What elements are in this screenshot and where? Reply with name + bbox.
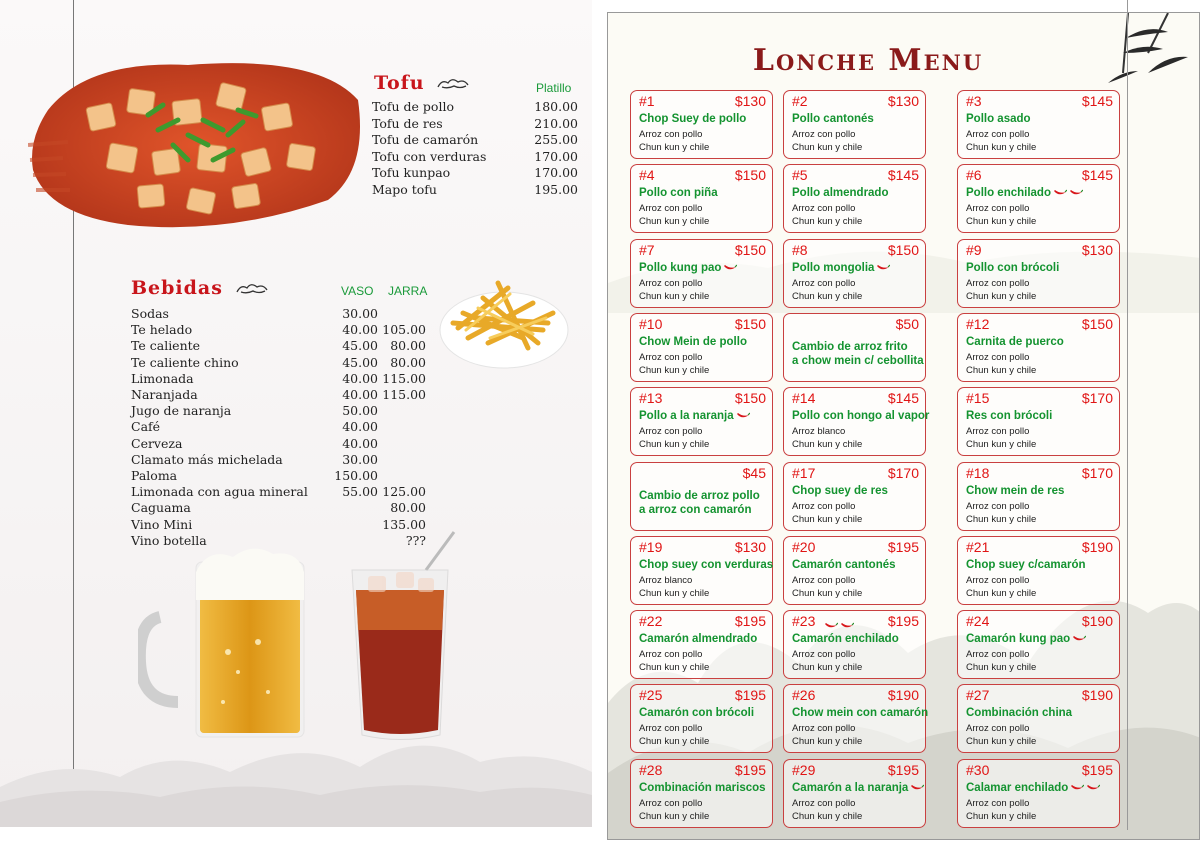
cloud-ornament-icon: [235, 282, 269, 296]
card-dish-text: Camarón a la naranja: [792, 781, 909, 794]
bebida-item-name: Clamato más michelada: [131, 451, 283, 467]
card-side-rice: Arroz con pollo: [966, 426, 1030, 438]
card-side-extra: Chun kun y chile: [966, 364, 1037, 376]
card-price: $45: [742, 464, 766, 481]
tofu-item-price: 195.00: [534, 181, 578, 197]
bebida-vaso-price: 40.00: [342, 419, 378, 435]
card-side-rice: Arroz con pollo: [966, 797, 1030, 809]
card-price: $195: [887, 761, 919, 778]
chili-pepper-icon: [1072, 635, 1086, 643]
card-side-extra: Chun kun y chile: [966, 810, 1037, 822]
card-dish-text: Pollo a la naranja: [639, 410, 734, 423]
card-dish-name: [966, 262, 1059, 274]
bebidas-section-title: [131, 277, 269, 299]
tofu-item-name: Tofu con verduras: [372, 148, 487, 164]
card-dish-text: Pollo kung pao: [639, 261, 722, 274]
card-dish-text: Combinación mariscos: [639, 781, 766, 794]
tofu-dish-photo: [28, 50, 368, 235]
card-side-rice: Arroz con pollo: [792, 277, 856, 289]
bebida-item-name: Te caliente chino: [131, 354, 239, 370]
card-side-extra: Chun kun y chile: [639, 364, 710, 376]
card-price: $150: [887, 241, 919, 258]
menu-card[interactable]: [957, 387, 1120, 456]
card-dish-text: Res con brócoli: [966, 410, 1053, 423]
menu-card[interactable]: [630, 759, 773, 828]
menu-card[interactable]: [630, 164, 773, 233]
fries-plate-photo: [438, 268, 570, 372]
chili-pepper-icon: [1086, 784, 1100, 792]
card-dish-name: [966, 113, 1031, 125]
card-dish-name: [792, 707, 928, 719]
menu-card[interactable]: [783, 90, 926, 159]
card-side-extra: Chun kun y chile: [966, 142, 1037, 153]
bebida-jarra-price: 135.00: [382, 516, 426, 532]
card-dish-name: [639, 707, 754, 719]
card-side-rice: Arroz con pollo: [792, 723, 856, 735]
card-dish-text: Pollo con hongo al vapor: [792, 410, 930, 423]
card-dish-name: [639, 782, 766, 794]
card-side-extra: Chun kun y chile: [966, 513, 1037, 525]
card-dish-text: Chop suey de res: [792, 484, 888, 497]
card-price: $145: [887, 167, 919, 184]
card-price: $195: [734, 613, 766, 630]
menu-card[interactable]: [957, 610, 1120, 679]
bebida-item-name: Vino Mini: [131, 516, 193, 532]
menu-card[interactable]: [783, 684, 929, 753]
card-dish-name: [966, 485, 1064, 497]
menu-card[interactable]: [630, 387, 773, 456]
bebida-jarra-price: 115.00: [382, 370, 426, 386]
card-number: #22: [639, 613, 663, 630]
card-number: #9: [966, 241, 982, 258]
card-price: $145: [1081, 167, 1113, 184]
card-dish-name: [966, 782, 1100, 794]
card-side-extra: Chun kun y chile: [966, 587, 1037, 599]
card-dish-name: [639, 336, 747, 348]
menu-card[interactable]: [957, 90, 1120, 159]
card-side-rice: Arroz con pollo: [792, 574, 856, 586]
card-number: #23: [792, 613, 816, 630]
cloud-ornament-icon: [436, 77, 470, 91]
tofu-title-text: Tofu: [374, 72, 425, 94]
card-dish-name: [792, 559, 896, 571]
card-number: #24: [966, 613, 990, 630]
menu-card[interactable]: [957, 759, 1120, 828]
card-dish-name: [792, 485, 888, 497]
card-number: #30: [966, 761, 990, 778]
card-dish-name: [966, 187, 1083, 199]
card-number: #6: [966, 167, 982, 184]
card-number: #13: [639, 390, 663, 407]
card-dish-text: Camarón enchilado: [792, 633, 899, 646]
card-number: #27: [966, 687, 990, 704]
card-side-extra: Chun kun y chile: [639, 142, 710, 153]
tofu-item-name: Tofu de res: [372, 115, 443, 131]
card-price: $190: [1081, 613, 1113, 630]
card-price: $195: [887, 613, 919, 630]
bebida-vaso-price: 30.00: [342, 451, 378, 467]
bebida-item-name: Te helado: [131, 322, 193, 338]
bebida-vaso-price: 40.00: [342, 322, 378, 338]
card-price: $195: [1081, 761, 1113, 778]
tofu-item-name: Tofu kunpao: [372, 165, 451, 180]
card-dish-text: Chow mein con camarón: [792, 707, 929, 720]
card-dish-text: Chop suey con verduras: [639, 558, 774, 571]
bebida-item-name: Limonada: [131, 370, 194, 386]
bebida-jarra-price: 105.00: [382, 322, 426, 338]
card-side-extra: Chun kun y chile: [639, 439, 710, 451]
card-number: #3: [966, 93, 982, 109]
card-side-extra: Chun kun y chile: [966, 216, 1037, 228]
tofu-item-price: 170.00: [534, 148, 578, 164]
card-side-extra: Chun kun y chile: [792, 290, 863, 302]
card-number: #14: [792, 390, 816, 407]
card-number: #18: [966, 464, 990, 481]
card-side-rice: Arroz blanco: [639, 574, 693, 586]
card-dish-text: Pollo asado: [966, 113, 1031, 125]
tofu-section-title: [374, 72, 470, 94]
card-number: #7: [639, 241, 655, 258]
card-dish-name: [639, 489, 760, 517]
card-dish-text: Pollo mongolia: [792, 261, 875, 274]
bebida-item-name: Vino botella: [131, 532, 207, 548]
menu-card[interactable]: [630, 684, 773, 753]
card-dish-text: Pollo enchilado: [966, 187, 1051, 200]
card-dish-name: [966, 336, 1064, 348]
card-dish-text: Carnita de puerco: [966, 335, 1064, 348]
card-number: #25: [639, 687, 663, 704]
card-price: $50: [895, 315, 919, 332]
card-side-rice: Arroz con pollo: [639, 129, 703, 140]
card-dish-name: [639, 113, 746, 125]
chili-pepper-icon: [736, 412, 750, 420]
chili-pepper-icon: [910, 784, 924, 792]
card-dish-name: [792, 340, 924, 368]
menu-card[interactable]: [957, 536, 1120, 605]
card-side-extra: Chun kun y chile: [792, 810, 863, 822]
card-side-rice: Arroz con pollo: [966, 649, 1030, 661]
card-number: #5: [792, 167, 808, 184]
card-dish-name: [792, 113, 874, 125]
card-dish-name: [639, 633, 757, 645]
menu-card[interactable]: [783, 164, 926, 233]
card-dish-name: [792, 262, 890, 274]
menu-card[interactable]: [783, 239, 926, 308]
tofu-column-label: Platillo: [536, 81, 572, 95]
card-dish-text: Chow Mein de pollo: [639, 335, 747, 348]
tofu-item-price: 180.00: [534, 99, 578, 114]
card-side-extra: Chun kun y chile: [639, 662, 710, 674]
bebida-vaso-price: 40.00: [342, 387, 378, 402]
tofu-item-name: Tofu de camarón: [372, 132, 479, 147]
card-side-extra: Chun kun y chile: [639, 810, 710, 822]
card-dish-line2: a chow mein c/ cebollita: [792, 354, 924, 367]
left-page: [0, 0, 592, 827]
bebida-item-name: Paloma: [131, 468, 178, 483]
bebida-vaso-price: 40.00: [342, 435, 378, 451]
card-price: $195: [887, 538, 919, 555]
card-price: $170: [1081, 390, 1113, 407]
menu-card[interactable]: [957, 684, 1120, 753]
card-dish-name: [792, 633, 899, 645]
card-dish-text: Camarón kung pao: [966, 633, 1071, 646]
card-dish-name: [639, 262, 737, 274]
card-dish-name: [966, 410, 1052, 422]
card-number: #17: [792, 464, 816, 481]
menu-card[interactable]: [783, 462, 926, 531]
card-side-extra: Chun kun y chile: [966, 439, 1037, 451]
menu-card[interactable]: [957, 239, 1120, 308]
card-number: #20: [792, 538, 816, 555]
menu-card[interactable]: [630, 313, 773, 382]
iced-tea-glass-photo: [348, 530, 456, 745]
card-side-rice: Arroz con pollo: [792, 500, 856, 512]
chili-pepper-icon: [1053, 189, 1067, 197]
card-side-rice: Arroz con pollo: [792, 649, 856, 661]
card-side-extra: Chun kun y chile: [792, 662, 863, 674]
card-price: $150: [734, 390, 766, 407]
menu-card[interactable]: [783, 536, 926, 605]
card-number: #29: [792, 761, 816, 778]
bebida-jarra-price: 115.00: [382, 387, 426, 402]
card-side-rice: Arroz con pollo: [639, 426, 703, 438]
card-side-extra: Chun kun y chile: [792, 142, 863, 153]
card-side-rice: Arroz con pollo: [792, 129, 856, 140]
bebida-vaso-price: 30.00: [342, 306, 378, 321]
card-dish-line1: Cambio de arroz frito: [792, 340, 908, 353]
card-dish-line2: a arroz con camarón: [639, 503, 752, 516]
card-side-rice: Arroz con pollo: [792, 797, 856, 809]
card-price: $170: [887, 464, 919, 481]
card-dish-text: Camarón con brócoli: [639, 707, 755, 720]
tofu-item-name: Tofu de pollo: [372, 99, 454, 114]
card-side-rice: Arroz con pollo: [966, 351, 1030, 363]
right-page: [607, 12, 1200, 840]
card-price: $150: [1081, 315, 1113, 332]
bebida-vaso-price: 45.00: [342, 354, 378, 370]
beer-mug-photo: [138, 542, 308, 742]
bebida-item-name: Sodas: [131, 306, 169, 321]
bebida-vaso-price: 50.00: [342, 403, 378, 419]
chili-pepper-icon: [824, 622, 838, 630]
card-side-extra: Chun kun y chile: [966, 662, 1037, 674]
card-dish-text: Calamar enchilado: [966, 781, 1069, 794]
tofu-item-price: 210.00: [534, 115, 578, 131]
card-side-extra: Chun kun y chile: [792, 587, 863, 599]
lonche-menu-title: Lonche Menu: [752, 43, 984, 78]
card-side-extra: Chun kun y chile: [639, 736, 710, 748]
chili-pepper-icon: [876, 264, 890, 272]
card-side-extra: Chun kun y chile: [639, 587, 710, 599]
chili-pepper-icon: [1069, 189, 1083, 197]
card-number: #21: [966, 538, 990, 555]
chili-pepper-icon: [840, 622, 854, 630]
bebida-vaso-price: 45.00: [342, 338, 378, 354]
card-price: $190: [887, 687, 919, 704]
card-dish-text: Pollo con piña: [639, 187, 718, 200]
bebida-item-name: Limonada con agua mineral: [131, 484, 308, 500]
card-number: #26: [792, 687, 816, 704]
menu-card[interactable]: [957, 462, 1120, 531]
card-dish-name: [639, 187, 718, 199]
bebida-item-name: Te caliente: [131, 338, 201, 354]
card-side-rice: Arroz blanco: [792, 426, 846, 438]
jarra-column-label: JARRA: [388, 284, 428, 298]
card-dish-name: [792, 782, 924, 794]
menu-card[interactable]: [783, 759, 926, 828]
bebida-item-name: Caguama: [131, 500, 191, 516]
bebida-item-name: Jugo de naranja: [131, 403, 232, 419]
bebida-jarra-price: ???: [405, 532, 426, 548]
card-side-rice: Arroz con pollo: [639, 797, 703, 809]
bebida-item-name: Café: [131, 419, 161, 435]
card-side-extra: Chun kun y chile: [639, 290, 710, 302]
card-number: #10: [639, 315, 663, 332]
card-side-extra: Chun kun y chile: [966, 736, 1037, 748]
card-number: #12: [966, 315, 990, 332]
card-number: #2: [792, 93, 808, 109]
bebida-jarra-price: 80.00: [390, 338, 426, 354]
card-price: $130: [887, 93, 919, 109]
vaso-column-label: VASO: [341, 284, 374, 298]
card-number: #4: [639, 167, 655, 184]
card-dish-text: Pollo almendrado: [792, 187, 889, 200]
card-number: #28: [639, 761, 663, 778]
card-price: $150: [734, 167, 766, 184]
menu-card[interactable]: [783, 610, 926, 679]
card-dish-name: [792, 187, 889, 199]
bebidas-title-text: Bebidas: [131, 277, 223, 299]
card-price: $130: [1081, 241, 1113, 258]
card-side-extra: Chun kun y chile: [792, 216, 863, 228]
card-side-rice: Arroz con pollo: [966, 500, 1030, 512]
card-dish-text: Pollo cantonés: [792, 113, 874, 125]
card-dish-text: Chow mein de res: [966, 484, 1065, 497]
card-side-extra: Chun kun y chile: [639, 216, 710, 228]
card-dish-name: [639, 559, 773, 571]
bebida-jarra-price: 80.00: [390, 500, 426, 516]
menu-card[interactable]: [630, 610, 773, 679]
card-side-rice: Arroz con pollo: [639, 203, 703, 215]
card-price: $130: [734, 93, 766, 109]
card-number: #1: [639, 93, 655, 109]
card-price: $190: [1081, 687, 1113, 704]
card-dish-name: [966, 707, 1072, 719]
card-side-rice: Arroz con pollo: [639, 277, 703, 289]
tofu-item-price: 170.00: [534, 165, 578, 180]
tofu-item-name: Mapo tofu: [372, 181, 437, 197]
tofu-item-price: 255.00: [534, 132, 578, 147]
card-price: $195: [734, 761, 766, 778]
card-dish-name: [966, 633, 1086, 645]
card-dish-name: [966, 559, 1086, 571]
card-side-extra: Chun kun y chile: [792, 736, 863, 748]
card-side-rice: Arroz con pollo: [966, 723, 1030, 735]
bebida-jarra-price: 80.00: [390, 354, 426, 370]
card-price: $145: [1081, 93, 1113, 109]
card-price: $195: [734, 687, 766, 704]
bebida-item-name: Cerveza: [131, 435, 183, 451]
menu-card[interactable]: [957, 164, 1120, 233]
card-dish-text: Pollo con brócoli: [966, 261, 1060, 274]
bebida-jarra-price: 125.00: [382, 484, 426, 500]
card-side-rice: Arroz con pollo: [966, 129, 1030, 140]
card-price: $190: [1081, 538, 1113, 555]
card-side-rice: Arroz con pollo: [639, 649, 703, 661]
page-frame-line: [1127, 0, 1128, 830]
menu-card[interactable]: [783, 313, 926, 382]
card-side-extra: Chun kun y chile: [792, 513, 863, 525]
card-number: #19: [639, 538, 663, 555]
card-side-rice: Arroz con pollo: [639, 723, 703, 735]
card-price: $150: [734, 315, 766, 332]
card-side-rice: Arroz con pollo: [792, 203, 856, 215]
chili-pepper-icon: [1070, 784, 1084, 792]
menu-card[interactable]: [630, 90, 773, 159]
menu-card[interactable]: [957, 313, 1120, 382]
card-side-extra: Chun kun y chile: [966, 290, 1037, 302]
bebida-vaso-price: 150.00: [334, 468, 378, 483]
card-dish-name: [639, 410, 750, 422]
card-side-rice: Arroz con pollo: [966, 574, 1030, 586]
card-dish-line1: Cambio de arroz pollo: [639, 489, 760, 502]
card-price: $150: [734, 241, 766, 258]
card-side-rice: Arroz con pollo: [966, 277, 1030, 289]
menu-card[interactable]: [630, 239, 773, 308]
card-dish-text: Chop suey c/camarón: [966, 558, 1086, 571]
card-price: $145: [887, 390, 919, 407]
card-number: #15: [966, 390, 990, 407]
card-side-rice: Arroz con pollo: [639, 351, 703, 363]
menu-card[interactable]: [630, 536, 773, 605]
chili-pepper-icon: [723, 264, 737, 272]
card-side-rice: Arroz con pollo: [966, 203, 1030, 215]
card-price: $170: [1081, 464, 1113, 481]
card-number: #8: [792, 241, 808, 258]
card-dish-text: Combinación china: [966, 707, 1073, 720]
card-price: $130: [734, 538, 766, 555]
bebida-item-name: Naranjada: [131, 387, 198, 402]
card-dish-text: Chop Suey de pollo: [639, 113, 747, 125]
card-dish-text: Camarón cantonés: [792, 558, 896, 571]
bebida-vaso-price: 55.00: [342, 484, 378, 500]
bebida-vaso-price: 40.00: [342, 370, 378, 386]
menu-card[interactable]: [630, 462, 773, 531]
menu-card[interactable]: [783, 387, 930, 456]
card-side-extra: Chun kun y chile: [792, 439, 863, 451]
card-dish-text: Camarón almendrado: [639, 633, 758, 646]
card-dish-name: [792, 410, 929, 422]
